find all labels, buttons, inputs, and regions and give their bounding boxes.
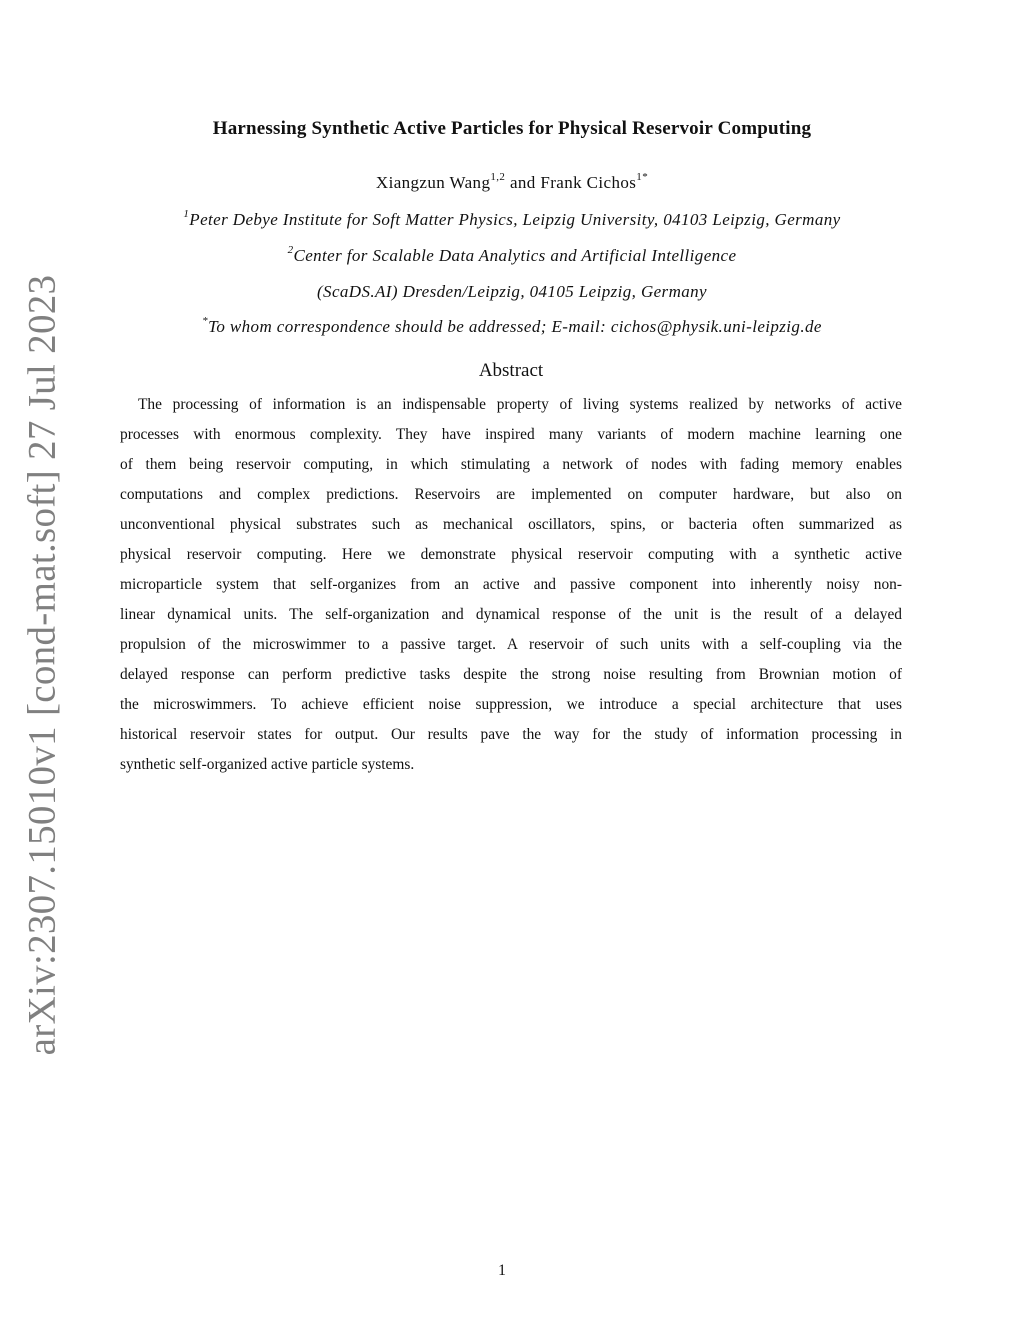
affiliation-text: Center for Scalable Data Analytics and Artificial Intelligence	[293, 246, 737, 265]
affiliation-mark: 2	[287, 244, 294, 257]
abstract-line: synthetic self-organized active particle systems.	[120, 756, 415, 773]
abstract-line: physical reservoir computing. Here we demonstrate physical reservoir computing with a synthetic active	[120, 546, 902, 563]
abstract-heading: Abstract	[478, 360, 544, 381]
arxiv-identifier-stamp: arXiv:2307.15010v1 [cond-mat.soft] 27 Jul 2023	[20, 274, 64, 1056]
abstract-line: unconventional physical substrates such as mechanical oscillators, spins, or bacteria often summarized as	[120, 516, 902, 533]
author-line	[0, 173, 1024, 193]
affiliation-text: Peter Debye Institute for Soft Matter Physics, Leipzig University, 04103 Leipzig, Germany	[189, 210, 841, 229]
abstract-line: The processing of information is an indispensable property of living systems realized by networks of active	[138, 396, 902, 413]
abstract-line: historical reservoir states for output. Our results pave the way for the study of information processing in	[120, 726, 902, 743]
correspondence-text: To whom correspondence should be addressed; E-mail: cichos@physik.uni-leipzig.de	[208, 317, 822, 336]
abstract-line: linear dynamical units. The self-organization and dynamical response of the unit is the result of a delayed	[120, 606, 902, 623]
affiliation-line	[0, 246, 1024, 266]
affiliation-text: (ScaDS.AI) Dresden/Leipzig, 04105 Leipzig, Germany	[316, 282, 707, 301]
abstract-line: propulsion of the microswimmer to a passive target. A reservoir of such units with a self-coupling via the	[120, 636, 902, 653]
abstract-line: computations and complex predictions. Reservoirs are implemented on computer hardware, but also on	[120, 486, 902, 503]
author-name: Xiangzun Wang	[375, 173, 491, 192]
abstract-body	[120, 390, 902, 780]
affiliation-mark: 1	[183, 208, 190, 221]
correspondence-mark: *	[202, 315, 209, 328]
affiliation-line	[0, 282, 1024, 302]
author-joiner: and	[505, 173, 541, 192]
correspondence-line	[0, 317, 1024, 337]
paper-title: Harnessing Synthetic Active Particles for Physical Reservoir Computing	[212, 118, 812, 139]
author-affiliation-mark: 1,2	[490, 171, 506, 184]
abstract-line: processes with enormous complexity. They have inspired many variants of modern machine learning one	[120, 426, 902, 443]
abstract-line: delayed response can perform predictive tasks despite the strong noise resulting from Brownian motion of	[120, 666, 902, 683]
author-name: Frank Cichos	[540, 173, 637, 192]
abstract-line: microparticle system that self-organizes from an active and passive component into inherently noisy non-	[120, 576, 902, 593]
affiliation-line	[0, 210, 1024, 230]
abstract-line: of them being reservoir computing, in which stimulating a network of nodes with fading memory enables	[120, 456, 902, 473]
page-number: 1	[498, 1262, 506, 1279]
abstract-line: the microswimmers. To achieve efficient noise suppression, we introduce a special architecture that uses	[120, 696, 902, 713]
author-affiliation-mark: 1*	[636, 171, 649, 184]
